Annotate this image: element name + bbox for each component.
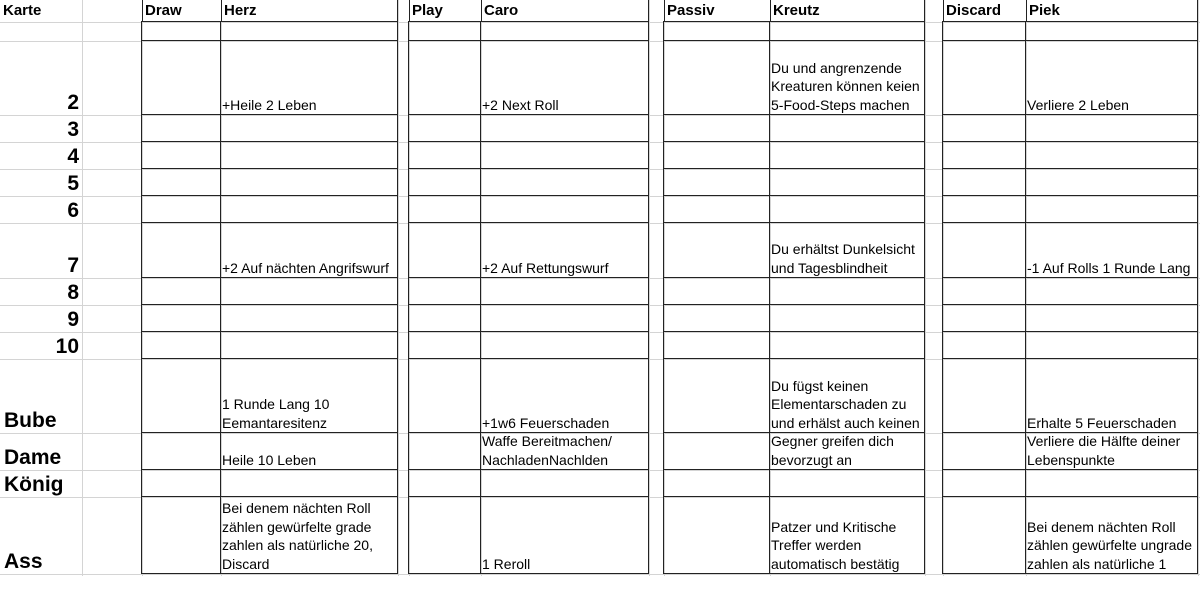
piek-cell[interactable] xyxy=(1025,304,1198,332)
row-label[interactable] xyxy=(0,305,82,332)
play-cell[interactable] xyxy=(408,222,481,278)
kreutz-cell[interactable] xyxy=(769,358,925,433)
caro-cell[interactable] xyxy=(480,304,649,332)
passiv-cell[interactable] xyxy=(663,432,770,470)
piek-cell-text: Bei denem nächten Roll zählen gewürfelte ungrade zahlen als natürliche 1 xyxy=(1027,518,1193,572)
discard-cell[interactable] xyxy=(942,114,1026,142)
row-label-text: 10 xyxy=(55,335,79,358)
piek-cell[interactable] xyxy=(1025,141,1198,169)
caro-cell[interactable] xyxy=(480,40,649,115)
discard-cell[interactable] xyxy=(942,331,1026,359)
discard-cell[interactable] xyxy=(942,21,1026,41)
piek-cell[interactable] xyxy=(1025,21,1198,41)
draw-cell[interactable] xyxy=(141,114,221,142)
draw-cell[interactable] xyxy=(141,141,221,169)
caro-cell[interactable] xyxy=(480,141,649,169)
caro-cell[interactable] xyxy=(480,21,649,41)
herz-cell-text: +2 Auf nächten Angrifswurf xyxy=(222,259,389,276)
row-label[interactable] xyxy=(0,497,82,574)
row-label-text: 6 xyxy=(67,199,79,222)
play-cell[interactable] xyxy=(408,358,481,433)
header-border xyxy=(142,0,398,22)
row-label[interactable] xyxy=(0,41,82,115)
passiv-cell[interactable] xyxy=(663,195,770,223)
play-cell[interactable] xyxy=(408,114,481,142)
caro-cell-text: +1w6 Feuerschaden xyxy=(482,414,610,431)
gridline xyxy=(398,0,399,576)
piek-cell[interactable] xyxy=(1025,469,1198,497)
play-cell[interactable] xyxy=(408,277,481,305)
row-label[interactable] xyxy=(0,22,82,41)
column-header-piek-text: Piek xyxy=(1029,1,1060,19)
gridline xyxy=(925,0,926,576)
play-cell[interactable] xyxy=(408,432,481,470)
row-label-text: Ass xyxy=(4,550,43,573)
herz-cell[interactable] xyxy=(220,114,398,142)
herz-cell[interactable] xyxy=(220,40,398,115)
draw-cell[interactable] xyxy=(141,168,221,196)
piek-cell-text: Verliere 2 Leben xyxy=(1027,96,1129,113)
draw-cell[interactable] xyxy=(141,358,221,433)
play-cell[interactable] xyxy=(408,195,481,223)
column-header-discard-text: Discard xyxy=(946,1,1002,19)
row-label[interactable] xyxy=(0,223,82,278)
caro-cell-text: 1 Reroll xyxy=(482,555,531,572)
kreutz-cell[interactable] xyxy=(769,331,925,359)
header-divider xyxy=(1026,0,1027,22)
passiv-cell[interactable] xyxy=(663,358,770,433)
herz-cell-text: 1 Runde Lang 10 Eemantaresitenz xyxy=(222,396,330,431)
herz-cell[interactable] xyxy=(220,141,398,169)
draw-cell[interactable] xyxy=(141,304,221,332)
draw-cell[interactable] xyxy=(141,40,221,115)
row-label-text: 3 xyxy=(67,118,79,141)
row-label-text: 5 xyxy=(67,172,79,195)
piek-cell[interactable] xyxy=(1025,195,1198,223)
row-label-text: Bube xyxy=(4,409,57,432)
kreutz-cell[interactable] xyxy=(769,222,925,278)
gridline xyxy=(0,574,1200,575)
kreutz-cell[interactable] xyxy=(769,141,925,169)
draw-cell[interactable] xyxy=(141,21,221,41)
row-label[interactable] xyxy=(0,196,82,223)
play-cell[interactable] xyxy=(408,304,481,332)
piek-cell[interactable] xyxy=(1025,277,1198,305)
kreutz-cell-text: Du erhältst Dunkelsicht und Tagesblindheit xyxy=(771,241,915,276)
discard-cell[interactable] xyxy=(942,40,1026,115)
herz-cell[interactable] xyxy=(220,358,398,433)
caro-cell-text: +2 Next Roll xyxy=(482,96,559,113)
kreutz-cell[interactable] xyxy=(769,114,925,142)
draw-cell[interactable] xyxy=(141,195,221,223)
piek-cell-text: Verliere die Hälfte deiner Lebenspunkte xyxy=(1027,433,1181,468)
kreutz-cell[interactable] xyxy=(769,496,925,574)
discard-cell[interactable] xyxy=(942,358,1026,433)
play-cell[interactable] xyxy=(408,469,481,497)
kreutz-cell[interactable] xyxy=(769,469,925,497)
play-cell[interactable] xyxy=(408,141,481,169)
herz-cell[interactable] xyxy=(220,277,398,305)
caro-cell[interactable] xyxy=(480,432,649,470)
passiv-cell[interactable] xyxy=(663,222,770,278)
passiv-cell[interactable] xyxy=(663,114,770,142)
caro-cell-text: +2 Auf Rettungswurf xyxy=(482,259,609,276)
herz-cell[interactable] xyxy=(220,21,398,41)
piek-cell-text: -1 Auf Rolls 1 Runde Lang xyxy=(1027,259,1191,276)
row-label-text: 8 xyxy=(67,281,79,304)
discard-cell[interactable] xyxy=(942,432,1026,470)
herz-cell-text: +Heile 2 Leben xyxy=(222,96,317,113)
kreutz-cell[interactable] xyxy=(769,277,925,305)
discard-cell[interactable] xyxy=(942,469,1026,497)
herz-cell[interactable] xyxy=(220,222,398,278)
play-cell[interactable] xyxy=(408,331,481,359)
piek-cell[interactable] xyxy=(1025,432,1198,470)
herz-cell[interactable] xyxy=(220,195,398,223)
kreutz-cell[interactable] xyxy=(769,432,925,470)
column-header-karte[interactable] xyxy=(0,0,82,22)
piek-cell-text: Erhalte 5 Feuerschaden xyxy=(1027,414,1177,431)
caro-cell[interactable] xyxy=(480,168,649,196)
play-cell[interactable] xyxy=(408,21,481,41)
draw-cell[interactable] xyxy=(141,496,221,574)
passiv-cell[interactable] xyxy=(663,304,770,332)
caro-cell[interactable] xyxy=(480,222,649,278)
kreutz-cell[interactable] xyxy=(769,304,925,332)
row-label-text: 2 xyxy=(67,91,79,114)
header-divider xyxy=(481,0,482,22)
piek-cell[interactable] xyxy=(1025,114,1198,142)
kreutz-cell-text: Du und angrenzende Kreaturen können keien 5-Food-Steps machen xyxy=(771,59,920,113)
draw-cell[interactable] xyxy=(141,469,221,497)
kreutz-cell[interactable] xyxy=(769,195,925,223)
caro-cell[interactable] xyxy=(480,195,649,223)
caro-cell-text: Waffe Bereitmachen/ NachladenNachlden xyxy=(482,433,612,468)
draw-cell[interactable] xyxy=(141,277,221,305)
passiv-cell[interactable] xyxy=(663,469,770,497)
discard-cell[interactable] xyxy=(942,304,1026,332)
column-header-herz-text: Herz xyxy=(224,1,257,19)
passiv-cell[interactable] xyxy=(663,496,770,574)
discard-cell[interactable] xyxy=(942,141,1026,169)
kreutz-cell[interactable] xyxy=(769,21,925,41)
discard-cell[interactable] xyxy=(942,222,1026,278)
kreutz-cell[interactable] xyxy=(769,40,925,115)
discard-cell[interactable] xyxy=(942,277,1026,305)
herz-cell[interactable] xyxy=(220,432,398,470)
passiv-cell[interactable] xyxy=(663,21,770,41)
row-label-text: 4 xyxy=(67,145,79,168)
gridline xyxy=(82,0,83,576)
draw-cell[interactable] xyxy=(141,331,221,359)
piek-cell[interactable] xyxy=(1025,40,1198,115)
header-divider xyxy=(221,0,222,22)
gridline xyxy=(1198,0,1199,576)
column-header-passiv-text: Passiv xyxy=(667,1,715,19)
draw-cell[interactable] xyxy=(141,432,221,470)
herz-cell-text: Bei denem nächten Roll zählen gewürfelte grade zahlen als natürliche 20, Discard xyxy=(222,500,373,572)
column-header-karte-text: Karte xyxy=(3,1,42,19)
play-cell[interactable] xyxy=(408,168,481,196)
gridline xyxy=(649,0,650,576)
column-header-kreutz-text: Kreutz xyxy=(773,1,820,19)
piek-cell[interactable] xyxy=(1025,358,1198,433)
passiv-cell[interactable] xyxy=(663,331,770,359)
column-header-caro-text: Caro xyxy=(484,1,519,19)
header-border xyxy=(409,0,649,22)
herz-cell[interactable] xyxy=(220,168,398,196)
row-label[interactable] xyxy=(0,433,82,470)
discard-cell[interactable] xyxy=(942,496,1026,574)
row-label[interactable] xyxy=(0,332,82,359)
column-header-play-text: Play xyxy=(412,1,443,19)
caro-cell[interactable] xyxy=(480,469,649,497)
herz-cell-text: Heile 10 Leben xyxy=(222,451,317,468)
piek-cell[interactable] xyxy=(1025,496,1198,574)
caro-cell[interactable] xyxy=(480,331,649,359)
row-label[interactable] xyxy=(0,278,82,305)
row-label-text: 7 xyxy=(67,254,79,277)
play-cell[interactable] xyxy=(408,40,481,115)
row-label[interactable] xyxy=(0,169,82,196)
passiv-cell[interactable] xyxy=(663,141,770,169)
caro-cell[interactable] xyxy=(480,114,649,142)
row-label-text: 9 xyxy=(67,308,79,331)
row-label-text: König xyxy=(4,473,64,496)
row-label[interactable] xyxy=(0,470,82,497)
herz-cell[interactable] xyxy=(220,304,398,332)
kreutz-cell-text: Gegner greifen dich bevorzugt an xyxy=(771,433,894,468)
column-header-draw-text: Draw xyxy=(145,1,182,19)
discard-cell[interactable] xyxy=(942,168,1026,196)
passiv-cell[interactable] xyxy=(663,168,770,196)
header-border xyxy=(664,0,925,22)
discard-cell[interactable] xyxy=(942,195,1026,223)
caro-cell[interactable] xyxy=(480,358,649,433)
row-label[interactable] xyxy=(0,142,82,169)
passiv-cell[interactable] xyxy=(663,277,770,305)
row-label[interactable] xyxy=(0,115,82,142)
draw-cell[interactable] xyxy=(141,222,221,278)
piek-cell[interactable] xyxy=(1025,331,1198,359)
herz-cell[interactable] xyxy=(220,469,398,497)
kreutz-cell-text: Patzer und Kritische Treffer werden automatisch bestätig xyxy=(771,518,900,572)
caro-cell[interactable] xyxy=(480,496,649,574)
herz-cell[interactable] xyxy=(220,496,398,574)
passiv-cell[interactable] xyxy=(663,40,770,115)
kreutz-cell-text: Du fügst keinen Elementarschaden zu und erhälst auch keinen xyxy=(771,377,920,431)
herz-cell[interactable] xyxy=(220,331,398,359)
row-label[interactable] xyxy=(0,359,82,433)
piek-cell[interactable] xyxy=(1025,222,1198,278)
kreutz-cell[interactable] xyxy=(769,168,925,196)
header-border xyxy=(943,0,1198,22)
header-divider xyxy=(770,0,771,22)
caro-cell[interactable] xyxy=(480,277,649,305)
play-cell[interactable] xyxy=(408,496,481,574)
piek-cell[interactable] xyxy=(1025,168,1198,196)
row-label-text: Dame xyxy=(4,446,62,469)
